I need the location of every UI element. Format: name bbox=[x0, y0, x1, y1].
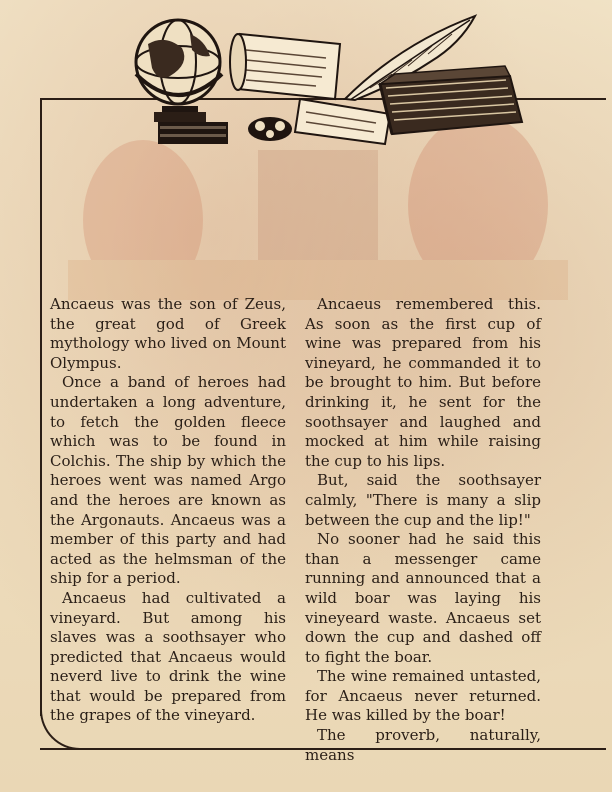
left-column bbox=[50, 295, 286, 726]
frame-left-border bbox=[40, 98, 42, 716]
book-icon bbox=[380, 66, 522, 134]
paragraph: Ancaeus had cultivated a vineyard. But among his slaves was a soothsayer who predicted that Ancaeus would neverd live to drink the wine that would be prepared from the grapes of the vineyard. bbox=[50, 588, 286, 725]
globe-icon bbox=[136, 20, 228, 144]
inkwell-icon bbox=[248, 117, 292, 141]
paragraph: But, said the soothsayer calmly, "There is many a slip between the cup and the lip!" bbox=[305, 471, 541, 529]
paragraph: No sooner had he said this than a messenger came running and announced that a wild boar was laying his vineyeard waste. Ancaeus set down the cup and dashed off to fight the boar. bbox=[305, 530, 541, 666]
paragraph: Ancaeus remembered this. As soon as the first cup of wine was prepared from his vineyard, he commanded it to be brought to him. But before drinking it, he sent for the soothsayer and laughed and mocked at him while raising the cup to his lips. bbox=[305, 295, 541, 470]
paragraph: The proverb, naturally, means bbox=[305, 726, 541, 764]
right-column bbox=[305, 295, 541, 765]
header-illustration bbox=[130, 4, 530, 154]
paragraph: Ancaeus was the son of Zeus, the great god of Greek mythology who lived on Mount Olympus. bbox=[50, 295, 286, 372]
paragraph: The wine remained untasted, for Ancaeus never returned. He was killed by the boar! bbox=[305, 667, 541, 725]
paragraph: Once a band of heroes had undertaken a long adventure, to fetch the golden fleece which was to be found in Colchis. The ship by which the heroes went was named Argo and the heroes are known as the Argonauts. Ancaeus was a member of this party and had acted as the helmsman of the ship for a period. bbox=[50, 373, 286, 588]
